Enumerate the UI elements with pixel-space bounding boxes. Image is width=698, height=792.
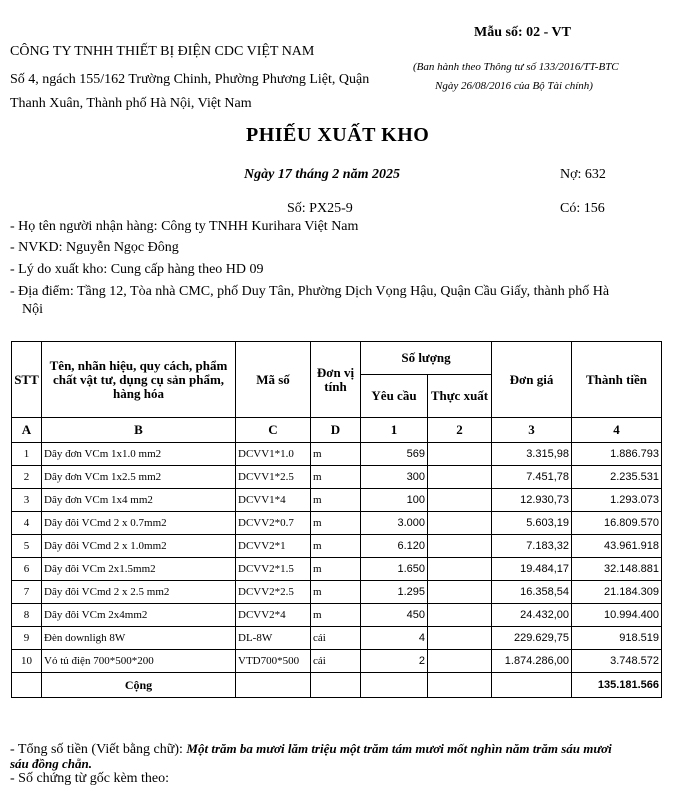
company-address-line2: Thanh Xuân, Thành phố Hà Nội, Việt Nam xyxy=(10,96,252,111)
receiver-line: - Họ tên người nhận hàng: Công ty TNHH Kurihara Việt Nam xyxy=(10,219,359,234)
row-price: 7.451,78 xyxy=(492,466,572,489)
header-requested: Yêu cầu xyxy=(361,375,428,418)
location-line1: - Địa điểm: Tầng 12, Tòa nhà CMC, phố Duy Tân, Phường Dịch Vọng Hậu, Quận Cầu Giấy, thành phố Hà xyxy=(10,284,610,299)
row-actual xyxy=(428,650,492,673)
row-stt: 9 xyxy=(12,627,42,650)
letter-b: B xyxy=(42,418,236,443)
company-name: CÔNG TY TNHH THIẾT BỊ ĐIỆN CDC VIỆT NAM xyxy=(10,44,315,59)
row-stt: 7 xyxy=(12,581,42,604)
letter-3: 3 xyxy=(492,418,572,443)
total-amount: 135.181.566 xyxy=(572,673,662,698)
row-item-name: Dây đôi VCmd 2 x 0.7mm2 xyxy=(42,512,236,535)
row-amount: 10.994.400 xyxy=(572,604,662,627)
row-unit: m xyxy=(311,535,361,558)
total-empty-actual xyxy=(428,673,492,698)
table-row xyxy=(12,581,662,604)
letter-1: 1 xyxy=(361,418,428,443)
total-empty-code xyxy=(236,673,311,698)
row-unit: m xyxy=(311,512,361,535)
header-stt: STT xyxy=(12,342,42,418)
row-actual xyxy=(428,512,492,535)
reason-line: - Lý do xuất kho: Cung cấp hàng theo HD 09 xyxy=(10,262,264,277)
row-item-code: DCVV2*4 xyxy=(236,604,311,627)
row-stt: 1 xyxy=(12,443,42,466)
debit-account: Nợ: 632 xyxy=(560,167,606,182)
row-price: 5.603,19 xyxy=(492,512,572,535)
table-row xyxy=(12,535,662,558)
row-item-name: Dây đơn VCm 1x2.5 mm2 xyxy=(42,466,236,489)
total-words-label: - Tổng số tiền (Viết bằng chữ): xyxy=(10,742,183,757)
row-actual xyxy=(428,489,492,512)
row-requested: 1.295 xyxy=(361,581,428,604)
staff-line: - NVKD: Nguyễn Ngọc Đông xyxy=(10,240,179,255)
row-stt: 4 xyxy=(12,512,42,535)
row-requested: 300 xyxy=(361,466,428,489)
table-row xyxy=(12,604,662,627)
total-words-line xyxy=(10,741,612,758)
row-amount: 32.148.881 xyxy=(572,558,662,581)
row-price: 16.358,54 xyxy=(492,581,572,604)
row-requested: 1.650 xyxy=(361,558,428,581)
letter-d: D xyxy=(311,418,361,443)
row-amount: 43.961.918 xyxy=(572,535,662,558)
total-words-value: Một trăm ba mươi lăm triệu một trăm tám mươi mốt nghìn năm trăm sáu mươi xyxy=(186,741,612,756)
row-item-name: Dây đơn VCm 1x1.0 mm2 xyxy=(42,443,236,466)
row-actual xyxy=(428,627,492,650)
header-quantity: Số lượng xyxy=(361,342,492,375)
row-item-name: Dây đôi VCm 2x1.5mm2 xyxy=(42,558,236,581)
row-item-code: VTD700*500 xyxy=(236,650,311,673)
company-address-line1: Số 4, ngách 155/162 Trường Chinh, Phường Phương Liệt, Quận xyxy=(10,72,370,87)
row-actual xyxy=(428,466,492,489)
row-item-code: DL-8W xyxy=(236,627,311,650)
total-empty-unit xyxy=(311,673,361,698)
header-price: Đơn giá xyxy=(492,342,572,418)
row-amount: 1.293.073 xyxy=(572,489,662,512)
row-actual xyxy=(428,581,492,604)
row-actual xyxy=(428,443,492,466)
header-unit: Đơn vị tính xyxy=(311,342,361,418)
row-amount: 16.809.570 xyxy=(572,512,662,535)
letter-a: A xyxy=(12,418,42,443)
row-stt: 6 xyxy=(12,558,42,581)
row-amount: 1.886.793 xyxy=(572,443,662,466)
row-actual xyxy=(428,558,492,581)
table-row xyxy=(12,627,662,650)
total-words-line2: sáu đồng chẵn. xyxy=(10,756,92,771)
row-requested: 4 xyxy=(361,627,428,650)
row-price: 24.432,00 xyxy=(492,604,572,627)
header-code: Mã số xyxy=(236,342,311,418)
total-empty-price xyxy=(492,673,572,698)
issued-circular: (Ban hành theo Thông tư số 133/2016/TT-BTC xyxy=(413,61,619,73)
row-requested: 569 xyxy=(361,443,428,466)
total-label: Cộng xyxy=(42,673,236,698)
letter-c: C xyxy=(236,418,311,443)
page-title: PHIẾU XUẤT KHO xyxy=(246,124,430,146)
credit-account: Có: 156 xyxy=(560,201,605,216)
table-row xyxy=(12,558,662,581)
document-number: Số: PX25-9 xyxy=(287,201,353,216)
row-amount: 21.184.309 xyxy=(572,581,662,604)
row-requested: 6.120 xyxy=(361,535,428,558)
row-unit: m xyxy=(311,443,361,466)
row-item-name: Vỏ tủ điện 700*500*200 xyxy=(42,650,236,673)
header-name: Tên, nhãn hiệu, quy cách, phẩm chất vật tư, dụng cụ sản phẩm, hàng hóa xyxy=(42,342,236,418)
header-amount: Thành tiền xyxy=(572,342,662,418)
total-empty-stt xyxy=(12,673,42,698)
row-stt: 5 xyxy=(12,535,42,558)
letter-2: 2 xyxy=(428,418,492,443)
row-requested: 100 xyxy=(361,489,428,512)
items-table xyxy=(11,341,662,698)
row-item-code: DCVV2*0.7 xyxy=(236,512,311,535)
issued-date: Ngày 26/08/2016 của Bộ Tài chính) xyxy=(435,80,593,92)
row-item-name: Dây đơn VCm 1x4 mm2 xyxy=(42,489,236,512)
row-stt: 10 xyxy=(12,650,42,673)
row-price: 12.930,73 xyxy=(492,489,572,512)
document-date: Ngày 17 tháng 2 năm 2025 xyxy=(244,167,400,182)
row-actual xyxy=(428,535,492,558)
row-unit: m xyxy=(311,466,361,489)
row-item-code: DCVV1*1.0 xyxy=(236,443,311,466)
row-item-code: DCVV1*2.5 xyxy=(236,466,311,489)
row-item-code: DCVV2*1 xyxy=(236,535,311,558)
row-item-code: DCVV2*2.5 xyxy=(236,581,311,604)
row-unit: m xyxy=(311,558,361,581)
row-requested: 450 xyxy=(361,604,428,627)
row-item-name: Dây đôi VCm 2x4mm2 xyxy=(42,604,236,627)
row-stt: 8 xyxy=(12,604,42,627)
row-stt: 3 xyxy=(12,489,42,512)
attached-docs-line: - Số chứng từ gốc kèm theo: xyxy=(10,771,170,786)
row-actual xyxy=(428,604,492,627)
total-empty-requested xyxy=(361,673,428,698)
row-price: 3.315,98 xyxy=(492,443,572,466)
row-requested: 2 xyxy=(361,650,428,673)
row-unit: m xyxy=(311,581,361,604)
header-actual: Thực xuất xyxy=(428,375,492,418)
row-price: 229.629,75 xyxy=(492,627,572,650)
table-row xyxy=(12,650,662,673)
row-amount: 3.748.572 xyxy=(572,650,662,673)
form-number: Mẫu số: 02 - VT xyxy=(474,25,571,40)
letter-4: 4 xyxy=(572,418,662,443)
row-item-name: Dây đôi VCmd 2 x 1.0mm2 xyxy=(42,535,236,558)
row-amount: 2.235.531 xyxy=(572,466,662,489)
row-price: 7.183,32 xyxy=(492,535,572,558)
table-row xyxy=(12,512,662,535)
row-amount: 918.519 xyxy=(572,627,662,650)
row-item-code: DCVV1*4 xyxy=(236,489,311,512)
table-row xyxy=(12,466,662,489)
location-line2: Nội xyxy=(22,302,43,317)
row-unit: cái xyxy=(311,627,361,650)
row-item-code: DCVV2*1.5 xyxy=(236,558,311,581)
row-unit: cái xyxy=(311,650,361,673)
row-item-name: Dây đôi VCmd 2 x 2.5 mm2 xyxy=(42,581,236,604)
row-requested: 3.000 xyxy=(361,512,428,535)
row-item-name: Đèn downligh 8W xyxy=(42,627,236,650)
table-row xyxy=(12,443,662,466)
row-unit: m xyxy=(311,489,361,512)
row-unit: m xyxy=(311,604,361,627)
table-row xyxy=(12,489,662,512)
row-price: 1.874.286,00 xyxy=(492,650,572,673)
row-stt: 2 xyxy=(12,466,42,489)
row-price: 19.484,17 xyxy=(492,558,572,581)
